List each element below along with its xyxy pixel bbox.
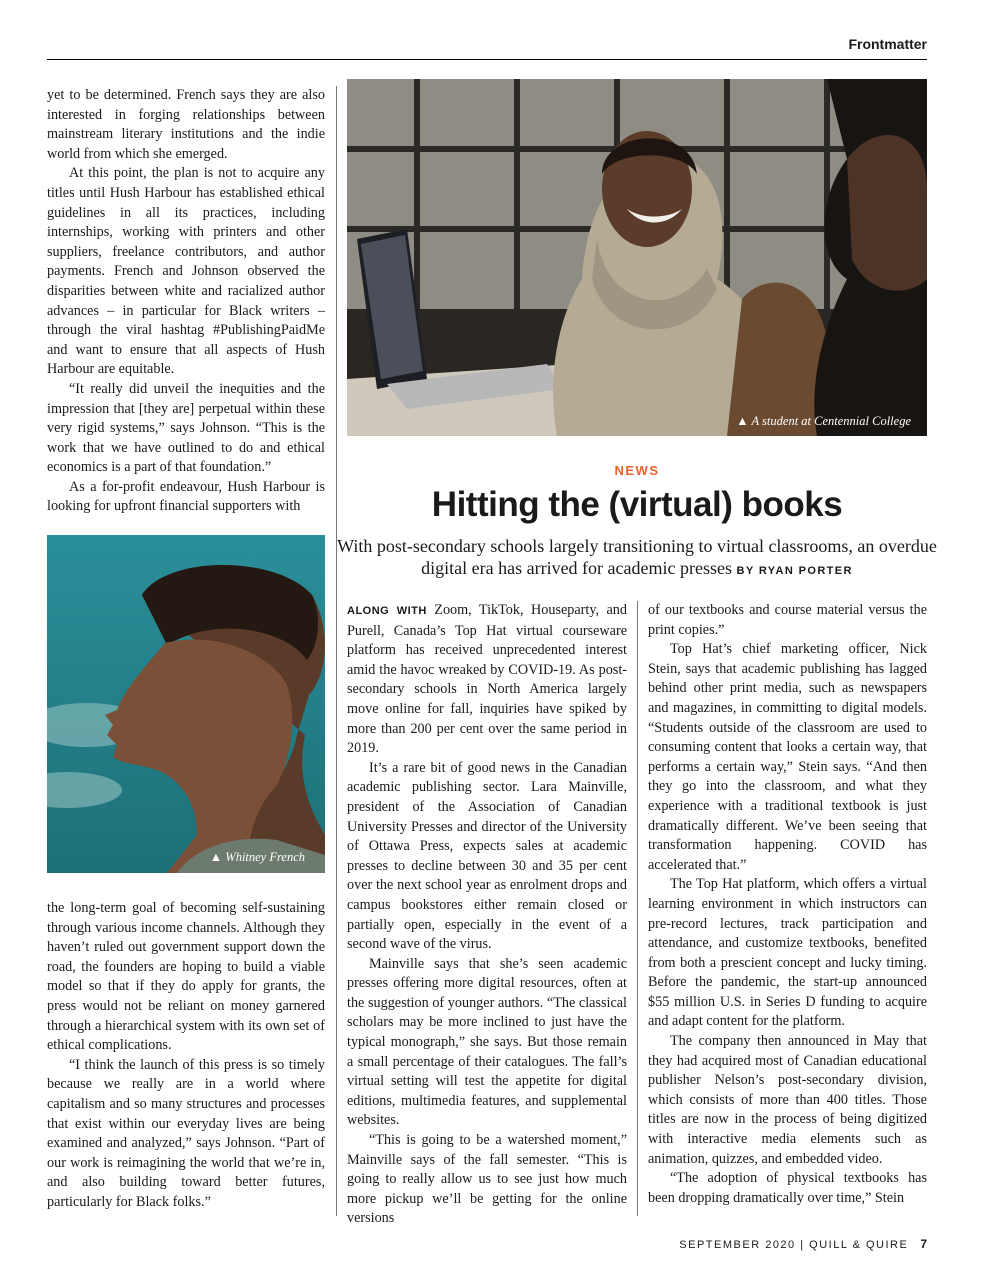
paragraph: the long-term goal of becoming self-sustaining through various income channels. Although they haven’t ruled out government support down the road, the founders are hoping to build a viable model so that if they do apply for grants, the press would not be reliant on money garnered through a hierarchical system with its own set of ethical complications.: [47, 900, 325, 1054]
dek: [337, 535, 937, 582]
paragraph: of our textbooks and course material versus the print copies.”: [648, 602, 927, 638]
student-photo: [347, 79, 927, 436]
header-rule: [47, 59, 927, 60]
byline: BY RYAN PORTER: [736, 565, 853, 577]
section-label: Frontmatter: [848, 36, 927, 52]
paragraph: “The adoption of physical textbooks has been dropping dramatically over time,” Stein: [648, 1170, 927, 1206]
left-column-top: [47, 86, 325, 517]
paragraph: Mainville says that she’s seen academic presses offering more digital resources, often at the suggestion of younger authors. “The classical scholars may be more inclined to just have the typical monograph,” she says. But those remain a small percentage of their catalogues. The fall’s virtual setting will test the appetite for digital editions, multimedia features, and supplemental websites.: [347, 955, 627, 1129]
lead-in: ALONG WITH: [347, 605, 427, 617]
paragraph: Top Hat’s chief marketing officer, Nick Stein, says that academic publishing has lagged behind other print media, such as newspapers and magazines, in committing to digital models. “Students outside of the classroom are used to consuming content that looks a certain way, that performs a certain way,” Stein says. “And then they go into the classroom, and what they experience with a traditional textbook is just dramatically different. We’ve been seeing that transformation happening. COVID has accelerated that.”: [648, 641, 927, 873]
paragraph: It’s a rare bit of good news in the Canadian academic publishing sector. Lara Mainville, president of the Association of Canadian University Presses and director of the University of Ottawa Press, expects sales at academic presses to decline between 30 and 35 per cent over the next school year as enrolment drops and campus bookstores either remain closed or partially open, especially in the event of a second wave of the virus.: [347, 759, 627, 953]
left-column-bottom: [47, 899, 325, 1213]
column-divider: [336, 86, 337, 1216]
issue-info: SEPTEMBER 2020 | QUILL & QUIRE: [679, 1239, 909, 1251]
paragraph: yet to be determined. French says they are also interested in forging relationships between mainstream literary institutions and the indie world from which she emerged.: [47, 87, 325, 162]
paragraph: The Top Hat platform, which offers a virtual learning environment in which instructors can pre-record lectures, track participation and attendance, and customize textbooks, benefited from both a prescient concept and lucky timing. Before the pandemic, the start-up announced $55 million U.S. in Series D funding to acquire and adapt content for the platform.: [648, 876, 927, 1030]
portrait-photo: [47, 535, 325, 873]
article-column-1: [347, 601, 627, 1229]
paragraph: “It really did unveil the inequities and the impression that [they are] perpetual within these very rigid systems,” says Johnson. “This is the work that we have outlined to do and ethical economics is a part of that foundation.”: [47, 380, 325, 476]
paragraph: “I think the launch of this press is so timely because we really are in a world where capitalism and so many structures and processes that exist within our everyday lives are being examined and analyzed,” says Johnson. “Part of our work is reimagining the world that we’re in, and also building toward better futures, particularly for Black folks.”: [47, 1056, 325, 1210]
paragraph: At this point, the plan is not to acquire any titles until Hush Harbour has established ethical guidelines in all its practices, including internships, working with printers and other suppliers, freelance contributors, and author payments. French and Johnson observed the disparities between white and racialized author advances – in particular for Black writers – through the viral hashtag #PublishingPaidMe and want to ensure that all aspects of Hush Harbour are equitable.: [47, 165, 325, 378]
paragraph: [347, 601, 627, 759]
paragraph: The company then announced in May that they had acquired most of Canadian educational publisher Nelson’s post-secondary division, which consists of more than 400 titles. Those titles are now in the process of being digitized with interactive media elements such as animation, quizzes, and embedded video.: [648, 1033, 927, 1167]
headline: Hitting the (virtual) books: [431, 485, 843, 524]
page-footer: [679, 1237, 927, 1251]
student-illustration: [347, 79, 927, 436]
page-number: 7: [920, 1237, 927, 1251]
paragraph: “This is going to be a watershed moment,” Mainville says of the fall semester. “This is going to really allow us to see just how much more pickup we’ll be getting for the online versions: [347, 1132, 627, 1227]
lead-text: Zoom, TikTok, Houseparty, and Purell, Canada’s Top Hat virtual courseware platform has received unprecedented interest amid the havoc wreaked by COVID-19. As post-secondary schools in North America largely move online for fall, inquiries have spiked by more than 200 per cent over the same period in 2019.: [347, 602, 627, 757]
portrait-caption: ▲ Whitney French: [209, 850, 305, 864]
article-column-2: [648, 601, 927, 1208]
portrait-illustration: [47, 535, 325, 873]
column-divider: [637, 601, 638, 1216]
kicker: NEWS: [614, 463, 660, 478]
dek-text: With post-secondary schools largely transitioning to virtual classrooms, an overdue digital era has arrived for academic presses: [337, 536, 937, 578]
student-caption: ▲ A student at Centennial College: [736, 414, 911, 428]
paragraph: As a for-profit endeavour, Hush Harbour is looking for upfront financial supporters with: [47, 478, 325, 515]
